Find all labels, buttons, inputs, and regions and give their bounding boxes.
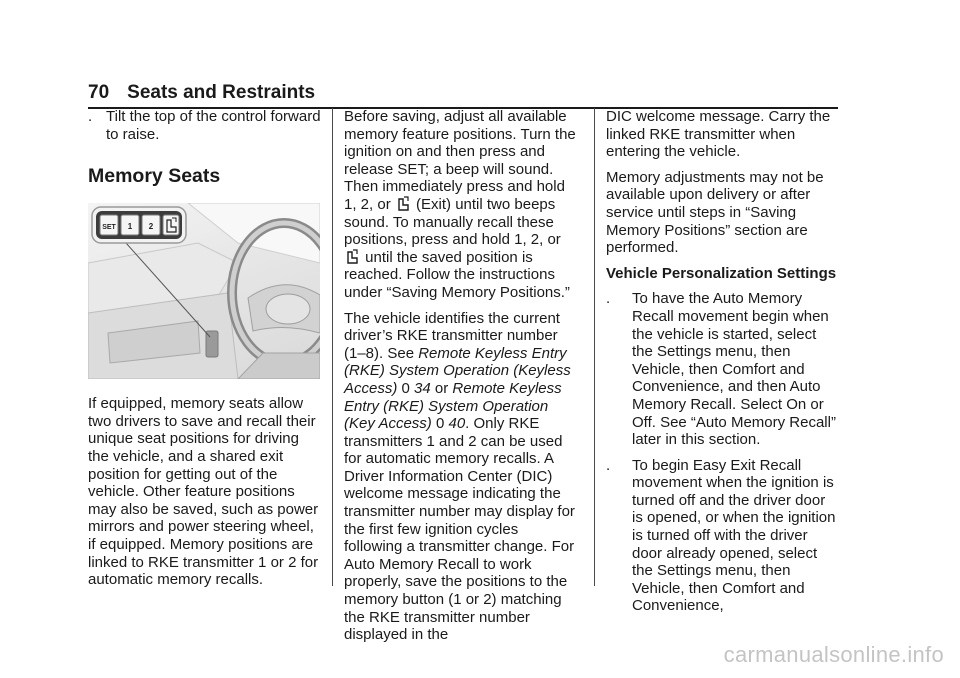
column-2 (344, 108, 580, 652)
page-ref-34[interactable]: 34 (414, 379, 431, 397)
tilt-bullet (88, 108, 322, 143)
transmitter-text-b: . Only RKE transmitters 1 and 2 can be used for automatic memory recalls. A Driver Information Center (DIC) welcome message indicating the transmitter number may display for the first few ignition cycles following a transmitter change. For Auto Memory Recall to work properly, save the positions to the memory button (1 or 2) matching the RKE transmitter number displayed in the (344, 415, 575, 644)
column-divider-2 (594, 108, 595, 586)
page-number: 70 (88, 82, 110, 103)
vehicle-personalization-heading: Vehicle Personalization Settings (606, 264, 837, 282)
transmitter-text-a: The vehicle identifies the current driver’s RKE transmitter number (1–8). See (344, 309, 560, 362)
door-panel-drawing (88, 203, 320, 379)
column-3 (606, 108, 840, 623)
exit-seat-icon (397, 196, 410, 211)
bullet-marker: . (606, 456, 611, 474)
column-1 (88, 108, 322, 597)
column-divider-1 (332, 108, 333, 586)
set-button-label: SET (102, 224, 116, 232)
saving-instructions (344, 108, 580, 302)
tilt-bullet-text: Tilt the top of the control forward to raise. (106, 108, 321, 143)
memory-seats-intro: If equipped, memory seats allow two drivers to save and recall their unique seat positions for driving the vehicle, and a shared exit position for getting out of the vehicle. Other feature positions may also be saved, such as power mirrors and power steering wheel, if equipped. Memory positions are linked to RKE transmitter 1 or 2 for automatic memory recalls. (88, 395, 319, 589)
page-ref-40[interactable]: 40 (448, 415, 466, 433)
page-header (88, 82, 838, 109)
site-watermark: carmanualsonline.info (723, 642, 944, 667)
dic-welcome-paragraph: DIC welcome message. Carry the linked RKE transmitter when entering the vehicle. (606, 108, 831, 161)
transmitter-or: or (430, 379, 453, 397)
memory-seats-heading: Memory Seats (88, 165, 221, 188)
auto-memory-recall-bullet (606, 290, 840, 448)
saving-text-b: (Exit) until two beeps sound. To manually recall these positions, press and hold 1, 2, or (344, 195, 561, 249)
transmitter-paragraph (344, 310, 580, 644)
memory-2-button-label: 2 (148, 222, 154, 232)
memory-1-button-label: 1 (127, 222, 133, 232)
memory-seat-illustration (88, 203, 320, 379)
bullet-marker: . (88, 108, 93, 125)
easy-exit-recall-bullet (606, 457, 840, 615)
memory-adjustments-paragraph: Memory adjustments may not be available upon delivery or after service until steps in “Saving Memory Positions” section are performed. (606, 168, 824, 257)
page-ref-arrow-icon: 0 (435, 415, 445, 433)
auto-memory-recall-text: To have the Auto Memory Recall movement begin when the vehicle is started, select the Settings menu, then Vehicle, then Comfort and Convenience, and then Auto Memory Recall. Select On or Off. See “Auto Memory Recall” later in this section. (632, 290, 836, 449)
easy-exit-recall-text: To begin Easy Exit Recall movement when the ignition is turned off and the driver door is opened, or when the ignition is turned off with the driver door already opened, select the Settings menu, then Vehicle, then Comfort and Convenience, (632, 456, 836, 615)
bullet-marker: . (606, 290, 611, 308)
rke-key-access-link[interactable]: Remote Keyless Entry (RKE) System Operation (Key Access) (344, 379, 562, 433)
exit-seat-icon (346, 249, 359, 264)
saving-text-c: until the saved position is reached. Follow the instructions under “Saving Memory Positions.” (344, 248, 570, 301)
saving-text-a: Before saving, adjust all available memory feature positions. Turn the ignition on and then press and release SET; a beep will sound. Then immediately press and hold 1, 2, or (344, 108, 576, 213)
page-ref-arrow-icon: 0 (401, 379, 410, 397)
rke-keyless-access-link[interactable]: Remote Keyless Entry (RKE) System Operation (Keyless Access) (344, 344, 571, 397)
section-title: Seats and Restraints (127, 82, 316, 103)
